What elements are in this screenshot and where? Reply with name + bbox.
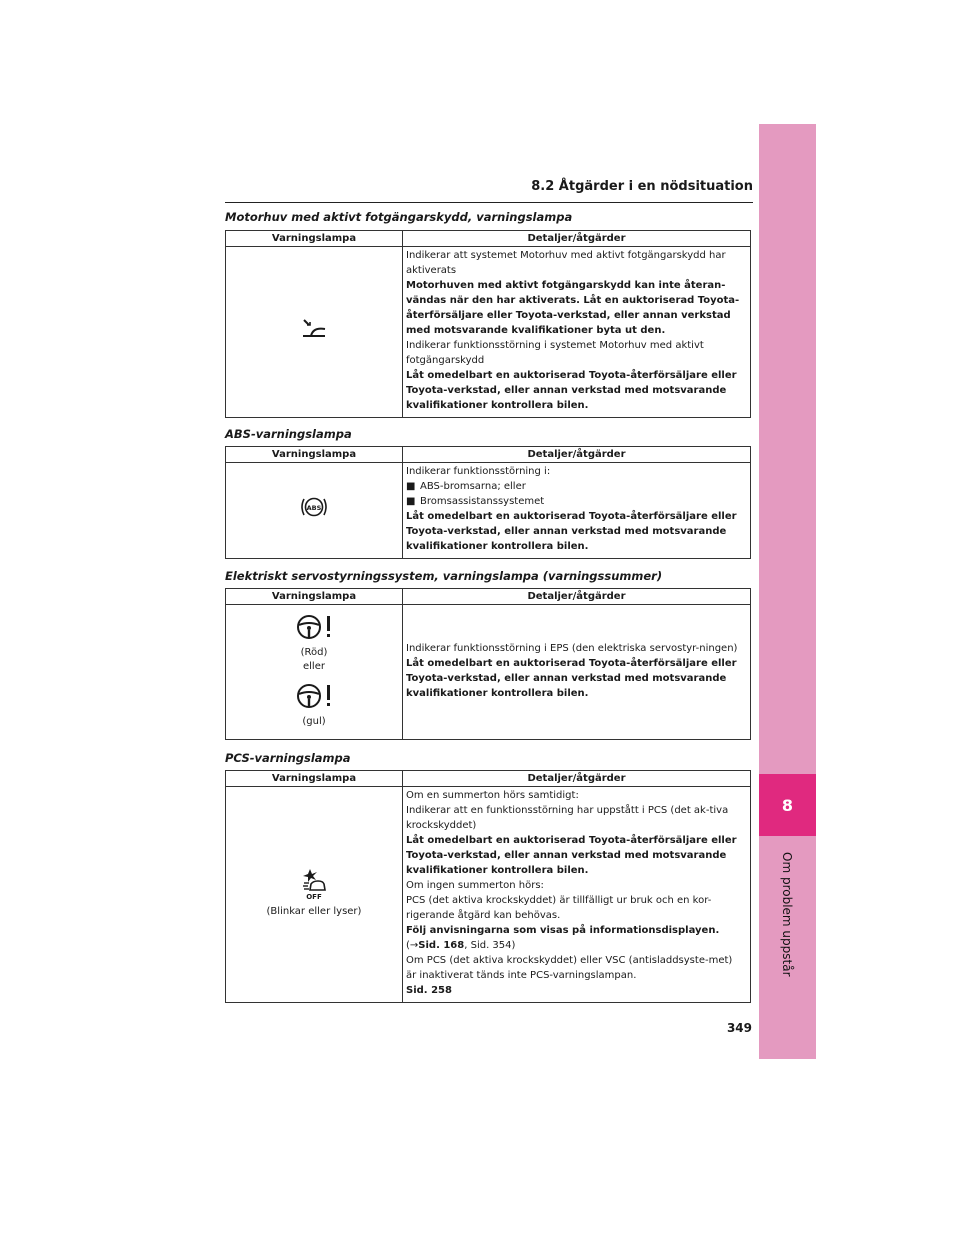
- pcs-caption: (Blinkar eller lyser): [266, 905, 362, 917]
- lamp-column-header: Varningslampa: [226, 771, 403, 787]
- hood-detail-4: Låt omedelbart en auktoriserad Toyota-återförsäljare eller Toyota-verkstad, eller annan verkstad med motsvarande kvalifikationer kontrollera bilen.: [406, 370, 737, 411]
- pcs-line-4: Om ingen summerton hörs:: [406, 880, 544, 891]
- pcs-line-2: Indikerar att en funktionsstörning har uppstått i PCS (det ak-tiva krockskyddet): [406, 805, 729, 831]
- details-column-header: Detaljer/åtgärder: [403, 447, 751, 463]
- pcs-off-warning-icon: [300, 868, 328, 905]
- hood-section-title: Motorhuv med aktivt fotgängarskydd, varningslampa: [225, 210, 573, 224]
- page-link[interactable]: Sid. 168: [418, 940, 465, 951]
- hood-detail-2: Motorhuven med aktivt fotgängarskydd kan inte återan-vändas när den har aktiverats. Låt en auktoriserad Toyota-återförsäljare eller Toyota-verkstad, eller annan verkstad med motsvarande kvalifikationer byta ut den.: [406, 280, 740, 336]
- chapter-label: Om problem uppstår: [780, 852, 794, 977]
- pcs-section-title: PCS-varningslampa: [225, 751, 351, 765]
- hood-lamp-cell: [226, 247, 403, 418]
- abs-lamp-cell: [226, 463, 403, 559]
- abs-section-title: ABS-varningslampa: [225, 427, 352, 441]
- list-item: ■ Bromsassistanssystemet: [406, 496, 545, 507]
- steering-wheel-warning-icon: [294, 682, 334, 715]
- lamp-column-header: Varningslampa: [226, 447, 403, 463]
- hood-detail-3: Indikerar funktionsstörning i systemet Motorhuv med aktivt fotgängarskydd: [406, 340, 704, 366]
- eps-warning-table: [225, 588, 751, 740]
- abs-intro: Indikerar funktionsstörning i:: [406, 466, 551, 477]
- chapter-side-tab: [759, 124, 816, 1059]
- eps-caption-or: eller: [303, 660, 325, 672]
- lamp-column-header: Varningslampa: [226, 231, 403, 247]
- list-item: ■ ABS-bromsarna; eller: [406, 481, 526, 492]
- hood-warning-table: [225, 230, 751, 418]
- details-column-header: Detaljer/åtgärder: [403, 771, 751, 787]
- pop-up-hood-warning-icon: [301, 317, 327, 344]
- pcs-details-cell: [403, 787, 751, 1003]
- eps-detail-2: Låt omedelbart en auktoriserad Toyota-återförsäljare eller Toyota-verkstad, eller annan verkstad med motsvarande kvalifikationer kontrollera bilen.: [406, 657, 737, 699]
- steering-wheel-warning-icon: [294, 613, 334, 646]
- lamp-column-header: Varningslampa: [226, 589, 403, 605]
- pcs-warning-table: [225, 770, 751, 1003]
- eps-detail-1: Indikerar funktionsstörning i EPS (den elektriska servostyr-ningen): [406, 642, 738, 654]
- pcs-line-3: Låt omedelbart en auktoriserad Toyota-återförsäljare eller Toyota-verkstad, eller annan verkstad med motsvarande kvalifikationer kontrollera bilen.: [406, 835, 737, 876]
- eps-caption-red: (Röd): [300, 646, 328, 658]
- abs-details-cell: [403, 463, 751, 559]
- pcs-line-1: Om en summerton hörs samtidigt:: [406, 790, 579, 801]
- svg-text:ABS: ABS: [306, 503, 322, 512]
- abs-warning-icon: [299, 495, 329, 524]
- section-header: 8.2 Åtgärder i en nödsituation: [225, 175, 753, 203]
- pcs-line-5: PCS (det aktiva krockskyddet) är tillfälligt ur bruk och en kor-rigerande åtgärd kan behövas.: [406, 895, 712, 921]
- details-column-header: Detaljer/åtgärder: [403, 589, 751, 605]
- hood-detail-1: Indikerar att systemet Motorhuv med aktivt fotgängarskydd har aktiverats: [406, 250, 726, 276]
- eps-details-cell: [403, 605, 751, 740]
- eps-lamp-cell: [226, 605, 403, 740]
- pcs-line-6: Följ anvisningarna som visas på informationsdisplayen.: [406, 925, 720, 936]
- abs-action: Låt omedelbart en auktoriserad Toyota-återförsäljare eller Toyota-verkstad, eller annan verkstad med motsvarande kvalifikationer kontrollera bilen.: [406, 511, 737, 552]
- svg-text:OFF: OFF: [306, 892, 322, 900]
- pcs-page-reference: (→Sid. 168, Sid. 354): [406, 940, 516, 951]
- abs-warning-table: [225, 446, 751, 559]
- pcs-line-7: Om PCS (det aktiva krockskyddet) eller VSC (antisladdsyste-met) är inaktiverat tänds inte PCS-varningslampan.: [406, 955, 733, 981]
- pcs-lamp-cell: [226, 787, 403, 1003]
- page-number: 349: [726, 1021, 752, 1035]
- hood-details-cell: [403, 247, 751, 418]
- eps-section-title: Elektriskt servostyrningssystem, varningslampa (varningssummer): [225, 569, 663, 583]
- eps-caption-yellow: (gul): [302, 715, 326, 727]
- details-column-header: Detaljer/åtgärder: [403, 231, 751, 247]
- chapter-number: 8: [759, 774, 816, 836]
- pcs-line-8[interactable]: Sid. 258: [406, 985, 452, 996]
